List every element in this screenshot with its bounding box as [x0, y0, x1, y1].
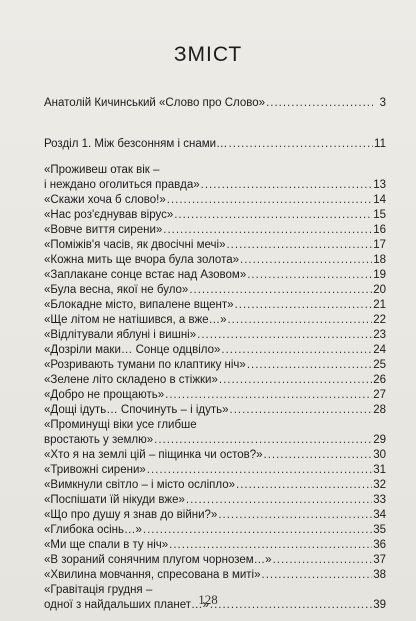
toc-row	[44, 523, 386, 538]
leader-dots	[154, 433, 372, 448]
page-title: ЗМІСТ	[173, 43, 243, 66]
toc-item	[44, 478, 386, 493]
toc-row	[44, 313, 386, 328]
toc-item	[44, 193, 386, 208]
toc-page-number: 26	[373, 374, 386, 386]
leader-dots	[273, 553, 373, 568]
toc-item	[44, 238, 386, 253]
toc-entry-title: «Кожна мить ще вчора була золота»	[44, 254, 240, 266]
toc-row	[44, 373, 386, 388]
toc-item	[44, 508, 386, 523]
toc-page-number: 39	[373, 599, 386, 611]
toc-page-number: 32	[373, 479, 386, 491]
toc-row	[44, 433, 386, 448]
toc-page-number: 30	[373, 449, 386, 461]
toc-row	[44, 208, 386, 223]
toc-page-number: 19	[373, 269, 386, 281]
toc-page-number: 21	[373, 299, 386, 311]
toc-page-number: 20	[373, 284, 386, 296]
leader-dots	[264, 448, 373, 463]
toc-item	[44, 418, 386, 448]
leader-dots	[221, 343, 372, 358]
toc-entry-title: «Ми ще спали в ту ніч»	[44, 539, 169, 551]
toc-row	[44, 538, 386, 553]
toc-entry-title: «Вимкнули світло – і місто осліпло»	[44, 479, 236, 491]
toc-entry-title-line: «Гравітація грудня –	[44, 584, 153, 596]
toc-entry-title-line: «Проживеш отак вік –	[44, 164, 160, 176]
leader-dots	[201, 178, 373, 193]
toc-entry-title: «Добро не прощають»	[44, 389, 165, 401]
toc-row	[44, 358, 386, 373]
toc-row	[44, 553, 386, 568]
toc-row	[44, 478, 386, 493]
toc-entry-title-line: «Проминущі віки усе глибше	[44, 419, 197, 431]
toc-row	[44, 508, 386, 523]
toc-item	[44, 298, 386, 313]
toc-entry-title: «Дощі ідуть… Спочинуть – і ідуть»	[44, 404, 229, 416]
leader-dots	[169, 538, 372, 553]
toc-entry-title: «Ще літом не натішився, а вже…»	[44, 314, 227, 326]
toc-page-number: 27	[373, 389, 386, 401]
toc-item	[44, 463, 386, 478]
toc-entry-title: Анатолій Кичинський «Слово про Слово»	[44, 97, 266, 109]
leader-dots	[262, 568, 373, 583]
toc-entry-title: «Поміжів'я часів, як двосічні мечі»	[44, 239, 226, 251]
toc-entry-title: «Заплакане сонце встає над Азовом»	[44, 269, 247, 281]
toc-entry-title: «Була весна, якої не було»	[44, 284, 189, 296]
toc-item	[44, 223, 386, 238]
toc-entry-title: «Нас роз'єднував вірус»	[44, 209, 174, 221]
toc-row	[44, 137, 386, 152]
toc-item	[44, 343, 386, 358]
toc-page-number: 3	[379, 97, 386, 109]
toc-row	[44, 343, 386, 358]
leader-dots	[227, 313, 372, 328]
toc-item	[44, 208, 386, 223]
toc-page-number: 28	[373, 404, 386, 416]
toc-row	[44, 268, 386, 283]
leader-dots	[197, 328, 372, 343]
leader-dots	[186, 493, 372, 508]
toc-page-number: 29	[373, 434, 386, 446]
toc-page-number: 38	[373, 569, 386, 581]
toc-page-number: 17	[373, 239, 386, 251]
leader-dots	[230, 403, 373, 418]
toc-row	[44, 568, 386, 583]
toc-entry-title: «Зелене літо складено в стіжки»	[44, 374, 218, 386]
toc-entry-title: «Хто я на землі цій – піщинка чи остов?»	[44, 449, 263, 461]
toc-item	[44, 448, 386, 463]
toc-page-number: 24	[373, 344, 386, 356]
toc-entry-title: «Поспішати їй нікуди вже»	[44, 494, 185, 506]
toc-entry-title: «Скажи хоча б слово!»	[44, 194, 166, 206]
leader-dots	[163, 223, 372, 238]
toc-row	[44, 298, 386, 313]
toc-row	[44, 238, 386, 253]
leader-dots	[235, 298, 373, 313]
toc-entries	[44, 163, 386, 613]
toc-item	[44, 313, 386, 328]
toc-page-number: 33	[373, 494, 386, 506]
toc-entry-title: «Відлітували яблуні і вишні»	[44, 329, 197, 341]
toc-item	[44, 283, 386, 298]
toc-page-number: 36	[373, 539, 386, 551]
leader-dots	[229, 137, 373, 152]
leader-dots	[218, 508, 372, 523]
toc-page-number: 18	[373, 254, 386, 266]
toc-row	[44, 96, 386, 111]
toc-page-number: 25	[373, 359, 386, 371]
toc-row	[44, 193, 386, 208]
toc-section-title: Розділ 1. Між безсонням і снами…	[44, 138, 228, 150]
leader-dots	[189, 283, 372, 298]
leader-dots	[226, 238, 372, 253]
toc-item	[44, 493, 386, 508]
toc-page-number: 34	[373, 509, 386, 521]
toc-item	[44, 568, 386, 583]
toc-section	[44, 137, 386, 152]
toc-entry-title: «Дозріли маки… Сонце одцвіло»	[44, 344, 221, 356]
toc-entry-title: «Тривожні сирени»	[44, 464, 146, 476]
toc-row	[44, 253, 386, 268]
leader-dots	[247, 358, 372, 373]
leader-dots	[219, 373, 372, 388]
toc-row	[44, 493, 386, 508]
toc-page-number: 11	[374, 138, 386, 150]
toc-entry-title: «Що про душу я знав до війни?»	[44, 509, 218, 521]
toc-item	[44, 328, 386, 343]
toc-page-number: 14	[373, 194, 386, 206]
toc-page-number: 22	[373, 314, 386, 326]
toc-page-number: 37	[373, 554, 386, 566]
toc-item	[44, 163, 386, 193]
toc-row	[44, 223, 386, 238]
page-number: 128	[198, 592, 218, 607]
leader-dots	[266, 96, 373, 111]
toc-item	[44, 388, 386, 403]
leader-dots	[165, 388, 372, 403]
toc-item	[44, 553, 386, 568]
leader-dots	[147, 463, 372, 478]
toc-entry-title: «Розривають тумани по клаптику ніч»	[44, 359, 246, 371]
toc-entry-title: «Хвилина мовчання, спресована в миті»	[44, 569, 261, 581]
leader-dots	[247, 268, 372, 283]
toc-row	[44, 403, 386, 418]
toc-entry-title: «В зораний сонячним плугом чорнозем…»	[44, 554, 272, 566]
toc-page-number: 31	[373, 464, 386, 476]
toc-page-number: 35	[373, 524, 386, 536]
toc-item	[44, 253, 386, 268]
leader-dots	[240, 253, 372, 268]
toc-page-number: 16	[373, 224, 386, 236]
toc-row	[44, 328, 386, 343]
toc-row	[44, 448, 386, 463]
toc-page-number: 13	[373, 179, 386, 191]
toc-item	[44, 373, 386, 388]
toc-item	[44, 268, 386, 283]
toc-row	[44, 178, 386, 193]
toc-entry-title: «Блокадне місто, випалене вщент»	[44, 299, 234, 311]
toc-item	[44, 538, 386, 553]
toc-entry-title: і неждано оголиться правда»	[44, 179, 200, 191]
toc-item	[44, 358, 386, 373]
toc-entry-title: «Вовче виття сирени»	[44, 224, 163, 236]
leader-dots	[236, 478, 372, 493]
toc-page-number: 23	[373, 329, 386, 341]
toc-entry-title: одної з найдальших планет…»	[44, 599, 209, 611]
toc-page-number: 15	[373, 209, 386, 221]
toc-row	[44, 463, 386, 478]
toc-entry-title: вростають у землю»	[44, 434, 154, 446]
toc-item	[44, 403, 386, 418]
toc-item	[44, 523, 386, 538]
toc-row	[44, 283, 386, 298]
toc-row	[44, 388, 386, 403]
leader-dots	[174, 208, 372, 223]
toc-intro	[44, 96, 386, 111]
leader-dots	[167, 193, 372, 208]
toc-entry-title: «Глибока осінь…»	[44, 524, 142, 536]
leader-dots	[143, 523, 372, 538]
